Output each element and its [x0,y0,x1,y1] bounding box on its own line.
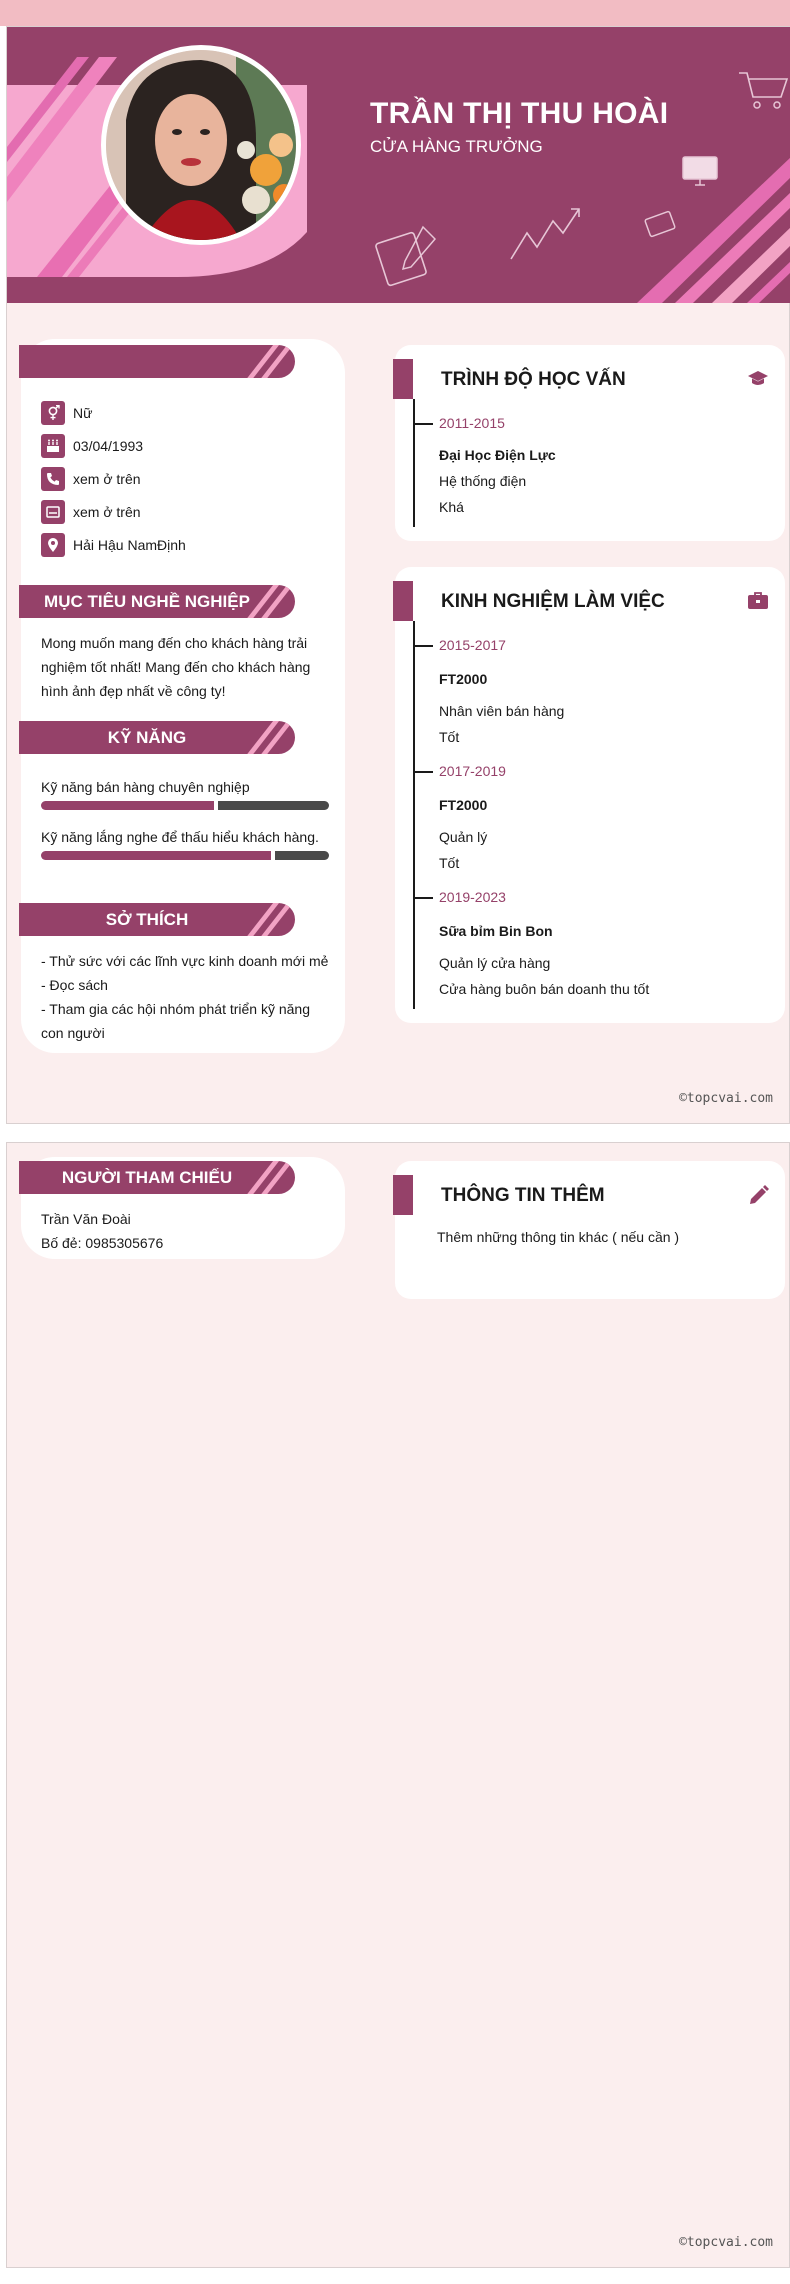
skills-heading: KỸ NĂNG [107,728,187,747]
experience-company: FT2000 [439,671,488,687]
education-grade: Khá [439,499,464,515]
email-icon [41,500,65,524]
skill-item [41,829,331,860]
cv-header [7,27,790,303]
candidate-name: TRẦN THỊ THU HOÀI [370,97,669,130]
contact-email [41,500,141,524]
experience-result: Tốt [439,729,460,745]
contact-address [41,533,186,557]
shopping-cart-icon [737,67,790,113]
birthday-cake-icon [41,434,65,458]
hobby-line: con người [41,1025,105,1041]
location-pin-icon [41,533,65,557]
education-header [395,359,785,399]
contact-birthday-text: 03/04/1993 [73,438,144,454]
references-text [41,1207,331,1255]
timeline-tick [413,423,433,425]
experience-date: 2015-2017 [439,637,506,653]
experience-date: 2017-2019 [439,763,506,779]
additional-info-card [395,1161,785,1299]
timeline-tick [413,645,433,647]
skill-item [41,779,331,810]
education-timeline [413,399,415,527]
objective-heading: MỤC TIÊU NGHỀ NGHIỆP [44,592,250,611]
hobby-line: - Đọc sách [41,977,108,993]
contact-address-text: Hải Hậu NamĐịnh [73,537,186,553]
contact-gender [41,401,92,425]
objective-text [41,631,331,703]
experience-role: Nhân viên bán hàng [439,703,565,719]
watermark: ©topcvai.com [679,2235,773,2250]
experience-header [395,581,785,621]
section-marker [393,1175,413,1215]
watermark: ©topcvai.com [679,1091,773,1106]
objective-line: hình ảnh đẹp nhất về công ty! [41,683,226,699]
references-ribbon [19,1161,295,1194]
experience-date: 2019-2023 [439,889,506,905]
experience-company: FT2000 [439,797,488,813]
experience-heading: KINH NGHIỆM LÀM VIỆC [441,591,665,612]
experience-role: Quản lý [439,829,488,845]
hobbies-ribbon [19,903,295,936]
section-marker [393,359,413,399]
section-marker [393,581,413,621]
experience-card [395,567,785,1023]
candidate-title: CỬA HÀNG TRƯỞNG [370,137,543,156]
hobbies-heading: SỞ THÍCH [105,910,189,929]
cv-page-2 [6,1142,790,2268]
objective-line: Mong muốn mang đến cho khách hàng trải [41,635,308,651]
clipboard-icon [375,223,445,287]
cv-page-1 [6,26,790,1124]
additional-info-text: Thêm những thông tin khác ( nếu cần ) [437,1229,680,1245]
contact-email-text: xem ở trên [73,504,141,520]
timeline-tick [413,897,433,899]
skill-level-bar [41,801,329,810]
objective-line: nghiệm tốt nhất! Mang đến cho khách hàng [41,659,311,675]
education-school: Đại Học Điện Lực [439,447,556,463]
additional-info-header [395,1175,785,1215]
reference-contact: Bố đẻ: 0985305676 [41,1235,164,1251]
skill-level-bar [41,851,329,860]
experience-company: Sữa bỉm Bin Bon [439,923,553,939]
top-strip [0,0,790,26]
briefcase-icon [747,591,769,611]
skill-name: Kỹ năng bán hàng chuyên nghiệp [41,779,250,795]
hobby-line: - Thử sức với các lĩnh vực kinh doanh mới mẻ [41,953,329,969]
timeline-tick [413,771,433,773]
experience-timeline [413,621,415,1009]
skills-ribbon [19,721,295,754]
experience-result: Tốt [439,855,460,871]
education-date: 2011-2015 [439,415,505,431]
objective-ribbon [19,585,295,618]
education-heading: TRÌNH ĐỘ HỌC VẤN [441,369,626,390]
contact-phone-text: xem ở trên [73,471,141,487]
education-major: Hệ thống điện [439,473,527,489]
contact-ribbon [19,345,295,378]
monitor-icon [681,155,721,191]
gender-icon [41,401,65,425]
contact-phone [41,467,141,491]
credit-card-icon [641,209,681,243]
hobbies-text [41,949,341,1045]
growth-chart-icon [507,203,587,263]
phone-icon [41,467,65,491]
graduation-cap-icon [747,369,769,389]
skill-name: Kỹ năng lắng nghe để thấu hiểu khách hàng. [41,829,319,845]
pencil-icon [747,1185,769,1207]
hobby-line: - Tham gia các hội nhóm phát triển kỹ năng [41,1001,311,1017]
education-card [395,345,785,541]
contact-birthday [41,434,143,458]
experience-role: Quản lý cửa hàng [439,955,551,971]
references-heading: NGƯỜI THAM CHIẾU [61,1168,233,1187]
reference-name: Trần Văn Đoài [41,1211,131,1227]
profile-photo [101,45,301,245]
experience-result: Cửa hàng buôn bán doanh thu tốt [439,981,650,997]
contact-gender-text: Nữ [73,405,93,421]
additional-info-heading: THÔNG TIN THÊM [441,1185,605,1206]
